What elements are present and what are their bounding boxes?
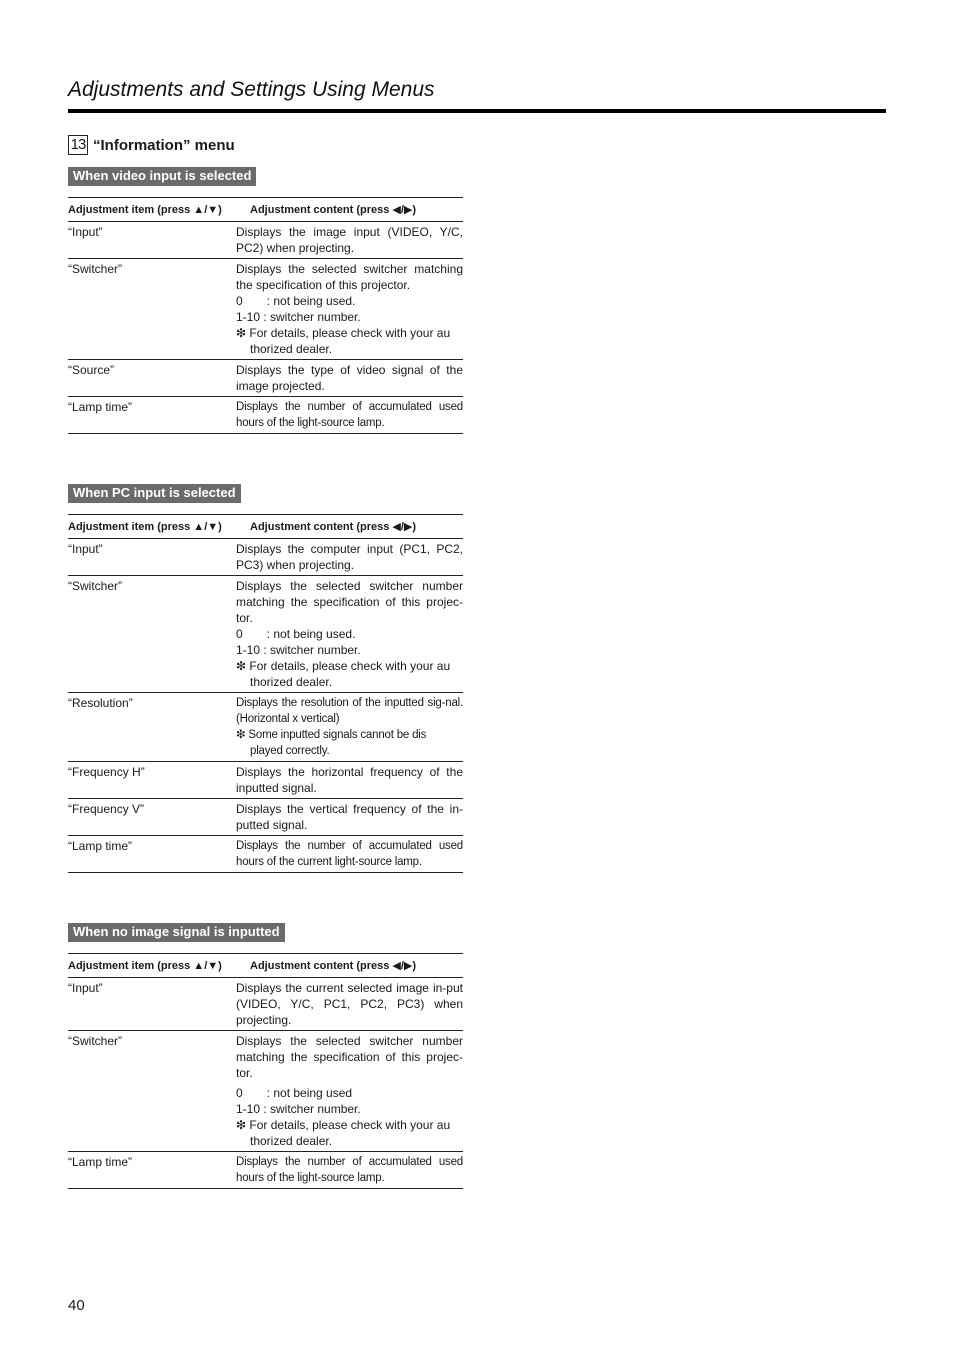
note-line: thorized dealer. bbox=[250, 1134, 333, 1148]
content-line: Displays the type of video signal of the image projected. bbox=[236, 363, 463, 393]
table-header-row bbox=[68, 198, 463, 222]
row-content bbox=[236, 978, 463, 1031]
column-header-item: Adjustment item (press ▲/▼) bbox=[68, 954, 236, 978]
column-header-item: Adjustment item (press ▲/▼) bbox=[68, 198, 236, 222]
column-header-content: Adjustment content (press ◀/▶) bbox=[236, 198, 463, 222]
row-item-source: “Source” bbox=[68, 360, 236, 397]
row-content bbox=[236, 576, 463, 693]
row-item-input: “Input” bbox=[68, 978, 236, 1031]
note-line: ❇ Some inputted signals cannot be dis bbox=[236, 729, 427, 741]
table-row bbox=[68, 1031, 463, 1152]
table-row bbox=[68, 978, 463, 1031]
table-row bbox=[68, 762, 463, 799]
row-content bbox=[236, 799, 463, 836]
content-line: 0 : not being used bbox=[236, 1086, 353, 1100]
row-item-frequency-h: “Frequency H” bbox=[68, 762, 236, 799]
content-line: Displays the current selected image in-put (VIDEO, Y/C, PC1, PC2, PC3) when projecting. bbox=[236, 981, 463, 1027]
section-number-box: 13 bbox=[68, 135, 88, 155]
table-row bbox=[68, 222, 463, 259]
row-content bbox=[236, 836, 463, 873]
content-line: Displays the resolution of the inputted sig-nal. (Horizontal x vertical) bbox=[236, 697, 463, 725]
note-line: played correctly. bbox=[250, 745, 330, 757]
row-content bbox=[236, 397, 463, 434]
table-row bbox=[68, 1152, 463, 1189]
section-heading bbox=[68, 134, 235, 156]
no-signal-table bbox=[68, 953, 463, 1189]
table-header-row bbox=[68, 954, 463, 978]
table-row bbox=[68, 539, 463, 576]
row-content bbox=[236, 259, 463, 360]
content-line: Displays the number of accumulated used hours of the current light-source lamp. bbox=[236, 840, 463, 868]
content-line: 1-10 : switcher number. bbox=[236, 1102, 361, 1116]
table-row bbox=[68, 799, 463, 836]
content-line: Displays the vertical frequency of the in-putted signal. bbox=[236, 802, 463, 832]
column-header-content: Adjustment content (press ◀/▶) bbox=[236, 954, 463, 978]
table-row bbox=[68, 576, 463, 693]
row-item-frequency-v: “Frequency V” bbox=[68, 799, 236, 836]
row-item-switcher: “Switcher” bbox=[68, 259, 236, 360]
table-row bbox=[68, 259, 463, 360]
row-item-lamp-time: “Lamp time” bbox=[68, 836, 236, 873]
pc-input-block bbox=[68, 484, 463, 873]
table-header-row bbox=[68, 515, 463, 539]
row-content bbox=[236, 693, 463, 762]
row-item-switcher: “Switcher” bbox=[68, 576, 236, 693]
row-content bbox=[236, 1031, 463, 1152]
content-line: 0 : not being used. bbox=[236, 294, 356, 308]
row-content bbox=[236, 539, 463, 576]
row-item-input: “Input” bbox=[68, 222, 236, 259]
section-title: “Information” menu bbox=[93, 136, 235, 154]
content-line: Displays the image input (VIDEO, Y/C, PC2) when projecting. bbox=[236, 225, 463, 255]
pc-input-table bbox=[68, 514, 463, 873]
row-item-resolution: “Resolution” bbox=[68, 693, 236, 762]
content-line: Displays the selected switcher number matching the specification of this projec-tor. bbox=[236, 1034, 463, 1080]
content-line: 0 : not being used. bbox=[236, 627, 356, 641]
row-content bbox=[236, 762, 463, 799]
content-line: Displays the horizontal frequency of the inputted signal. bbox=[236, 765, 463, 795]
page-number: 40 bbox=[68, 1297, 85, 1314]
table-row bbox=[68, 360, 463, 397]
note-line: thorized dealer. bbox=[250, 675, 333, 689]
row-item-lamp-time: “Lamp time” bbox=[68, 397, 236, 434]
note-line: thorized dealer. bbox=[250, 342, 333, 356]
row-item-input: “Input” bbox=[68, 539, 236, 576]
row-content bbox=[236, 1152, 463, 1189]
content-line: 1-10 : switcher number. bbox=[236, 643, 361, 657]
no-signal-banner: When no image signal is inputted bbox=[68, 923, 285, 942]
video-input-banner: When video input is selected bbox=[68, 167, 256, 186]
row-content bbox=[236, 222, 463, 259]
table-row bbox=[68, 836, 463, 873]
no-signal-block bbox=[68, 923, 463, 1189]
video-input-block bbox=[68, 167, 463, 434]
row-content bbox=[236, 360, 463, 397]
content-line: 1-10 : switcher number. bbox=[236, 310, 361, 324]
table-row bbox=[68, 397, 463, 434]
content-line: Displays the computer input (PC1, PC2, PC3) when projecting. bbox=[236, 542, 463, 572]
header-rule bbox=[68, 109, 886, 113]
content-line: Displays the number of accumulated used hours of the light-source lamp. bbox=[236, 1156, 463, 1184]
note-line: ❇ For details, please check with your au bbox=[236, 659, 451, 673]
video-input-table bbox=[68, 197, 463, 434]
row-item-lamp-time: “Lamp time” bbox=[68, 1152, 236, 1189]
content-line: Displays the selected switcher matching the specification of this projector. bbox=[236, 262, 463, 292]
table-row bbox=[68, 693, 463, 762]
note-line: ❇ For details, please check with your au bbox=[236, 1118, 451, 1132]
content-line: Displays the number of accumulated used hours of the light-source lamp. bbox=[236, 401, 463, 429]
page-header-title: Adjustments and Settings Using Menus bbox=[68, 78, 435, 101]
content-line: Displays the selected switcher number matching the specification of this projec-tor. bbox=[236, 579, 463, 625]
row-item-switcher: “Switcher” bbox=[68, 1031, 236, 1152]
column-header-item: Adjustment item (press ▲/▼) bbox=[68, 515, 236, 539]
column-header-content: Adjustment content (press ◀/▶) bbox=[236, 515, 463, 539]
note-line: ❇ For details, please check with your au bbox=[236, 326, 451, 340]
pc-input-banner: When PC input is selected bbox=[68, 484, 241, 503]
